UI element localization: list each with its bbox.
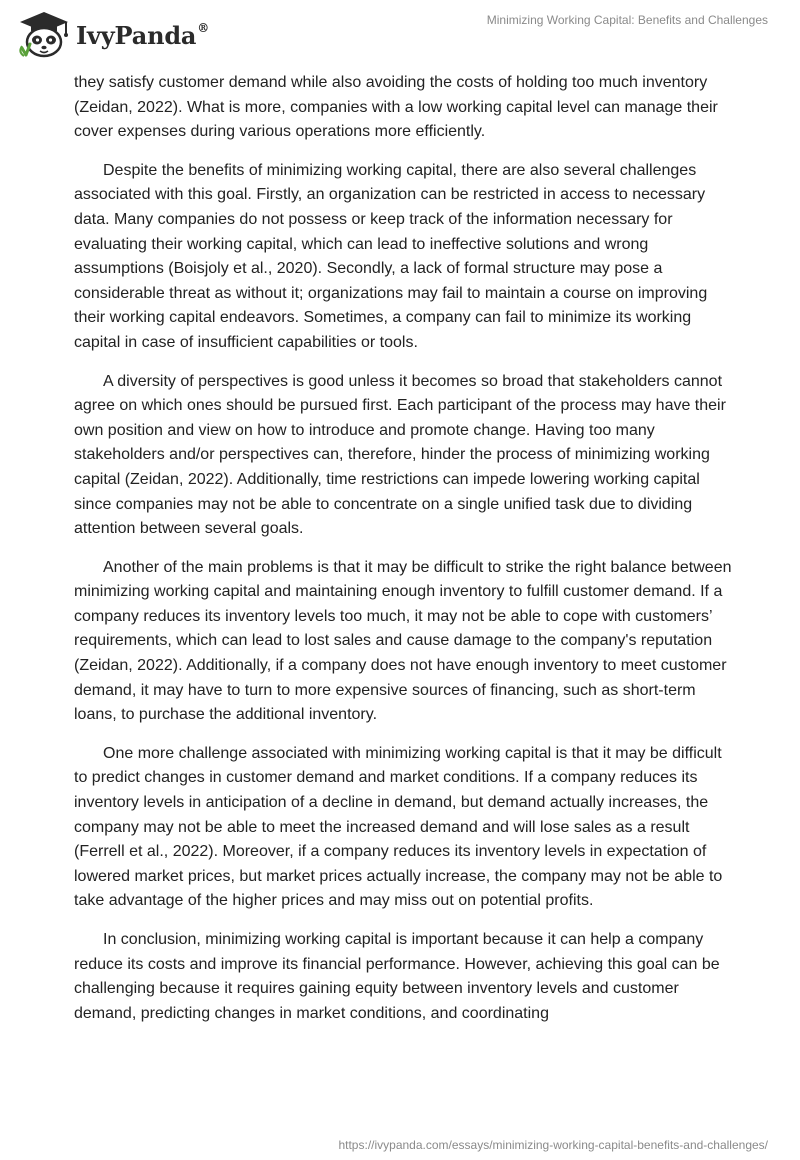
panda-graduation-cap-logo-icon xyxy=(16,8,72,60)
page-title: Minimizing Working Capital: Benefits and Challenges xyxy=(486,13,768,27)
paragraph: A diversity of perspectives is good unless it becomes so broad that stakeholders cannot agree on which ones should be pursued first. Each participant of the process may have their own position and view on how to introduce and promote change. Having too many stakeholders and/or perspectives can, therefore, hinder the process of minimizing working capital (Zeidan, 2022). Additionally, time restrictions can impede lowering working capital since companies may not be able to concentrate on a single unified task due to dividing attention between several goals. xyxy=(74,372,726,538)
source-url[interactable]: https://ivypanda.com/essays/minimizing-working-capital-benefits-and-challenges/ xyxy=(338,1138,768,1152)
registered-mark: ® xyxy=(197,20,210,35)
essay-body xyxy=(74,71,734,1040)
paragraph: Another of the main problems is that it may be difficult to strike the right balance between minimizing working capital and maintaining enough inventory to fulfill customer demand. If a company reduces its inventory levels too much, it may not be able to cope with customers’ requirements, which can lead to lost sales and cause damage to the company's reputation (Zeidan, 2022). Additionally, if a company does not have enough inventory to meet customer demand, it may have to turn to more expensive sources of financing, such as short-term loans, to purchase the additional inventory. xyxy=(74,558,732,724)
brand-name: IvyPanda® xyxy=(76,20,210,50)
paragraph: Despite the benefits of minimizing working capital, there are also several challenges associated with this goal. Firstly, an organization can be restricted in access to necessary data. Many companies do not possess or keep track of the information necessary for evaluating their working capital, which can lead to ineffective solutions and wrong assumptions (Boisjoly et al., 2020). Secondly, a lack of formal structure may pose a considerable threat as without it; organizations may fail to maintain a course on improving their working capital endeavors. Sometimes, a company can fail to minimize its working capital in case of insufficient capabilities or tools. xyxy=(74,161,708,351)
paragraph: One more challenge associated with minimizing working capital is that it may be difficult to predict changes in customer demand and market conditions. If a company reduces its inventory levels in anticipation of a decline in demand, but demand actually increases, the company may not be able to meet the increased demand and will lose sales as a result (Ferrell et al., 2022). Moreover, if a company reduces its inventory levels in expectation of lowered market prices, but market prices actually increase, the company may not be able to take advantage of the higher prices and may miss out on potential profits. xyxy=(74,744,723,910)
ivypanda-logo[interactable] xyxy=(16,8,209,60)
page-header xyxy=(0,0,800,70)
paragraph: they satisfy customer demand while also avoiding the costs of holding too much inventory (Zeidan, 2022). What is more, companies with a low working capital level can manage their cover expenses during various operations more efficiently. xyxy=(74,74,718,141)
paragraph: In conclusion, minimizing working capital is important because it can help a company reduce its costs and improve its financial performance. However, achieving this goal can be challenging because it requires gaining equity between inventory levels and customer demand, predicting changes in market conditions, and coordinating xyxy=(74,931,720,1022)
